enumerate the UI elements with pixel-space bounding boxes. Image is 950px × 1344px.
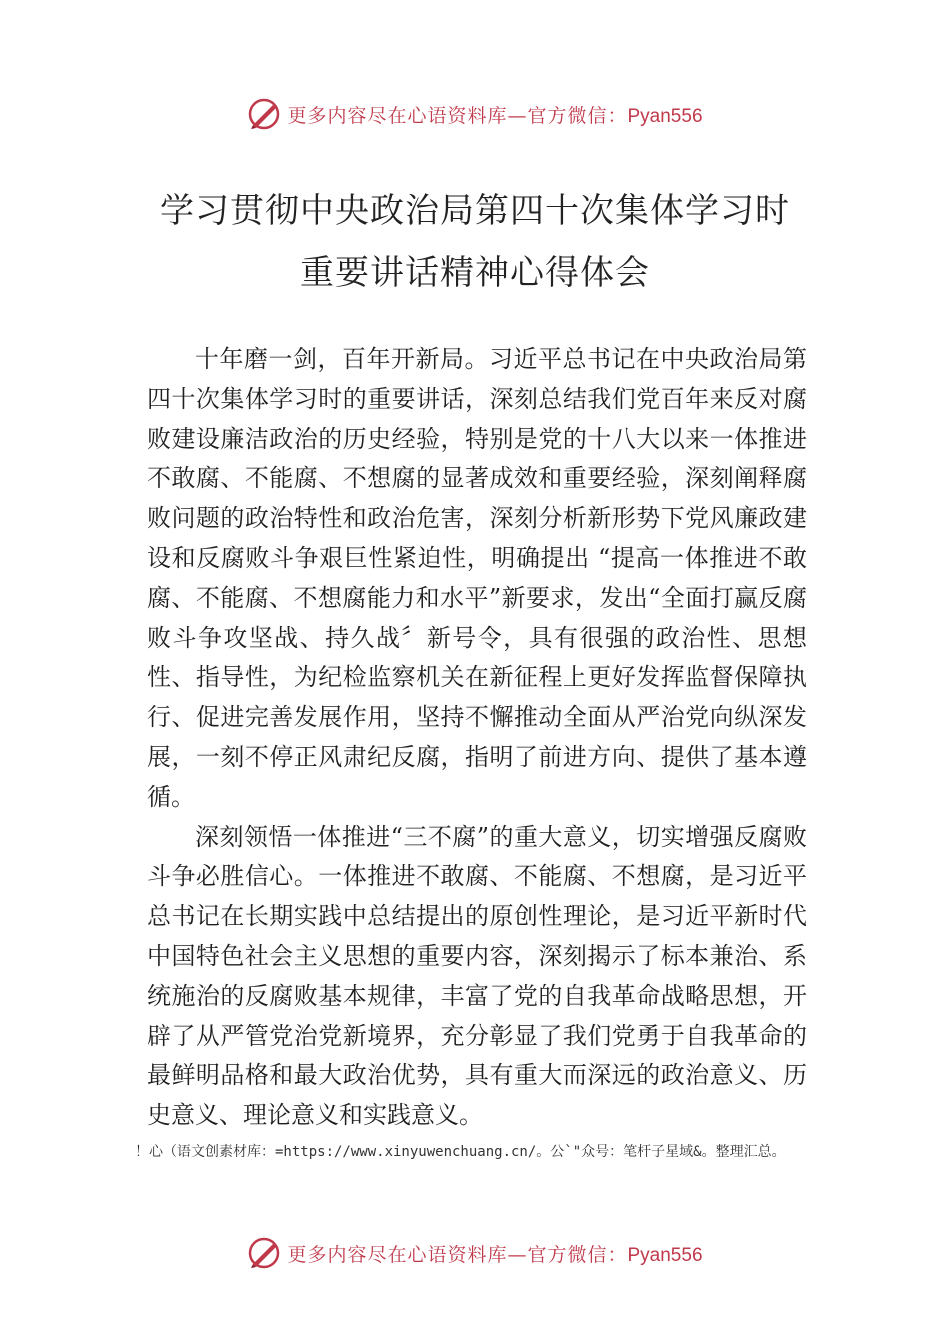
header-banner-handle: Pyan556 xyxy=(627,105,703,127)
title-line-1: 学习贯彻中央政治局第四十次集体学习时 xyxy=(160,191,790,231)
footer-banner-handle: Pyan556 xyxy=(627,1244,703,1266)
document-title xyxy=(0,180,950,304)
pen-circle-logo-icon xyxy=(247,1236,281,1270)
header-banner-label: 更多内容尽在心语资料库—官方微信： xyxy=(287,104,628,127)
footer-banner xyxy=(0,1233,950,1273)
body-paragraph-2: 深刻领悟一体推进“三不腐”的重大意义，切实增强反腐败斗争必胜信心。一体推进不敢腐、不能腐、不想腐，是习近平总书记在长期实践中总结提出的原创性理论，是习近平新时代中国特色社会主义思想的重要内容，深刻揭示了标本兼治、系统施治的反腐败基本规律，丰富了党的自我革命战略思想，开辟了从严管党治党新境界，充分彰显了我们党勇于自我革命的最鲜明品格和最大政治优势，具有重大而深远的政治意义、历史意义、理论意义和实践意义。 xyxy=(147,822,807,1130)
pen-circle-logo-icon xyxy=(247,97,281,131)
document-body xyxy=(147,340,807,1136)
source-footnote: ！心（语文创素材库：=https://www.xinyuwenchuang.cn/。公`"众号：笔杆子星域&。整理汇总。 xyxy=(135,1144,786,1160)
header-banner xyxy=(0,94,950,134)
body-paragraph-1: 十年磨一剑，百年开新局。习近平总书记在中央政治局第四十次集体学习时的重要讲话，深刻总结我们党百年来反对腐败建设廉洁政治的历史经验，特别是党的十八大以来一体推进不敢腐、不能腐、不想腐的显著成效和重要经验，深刻阐释腐败问题的政治特性和政治危害，深刻分析新形势下党风廉政建设和反腐败斗争艰巨性紧迫性，明确提出 “提高一体推进不敢腐、不能腐、不想腐能力和水平”新要求，发出“全面打赢反腐败斗争攻坚战、持久战〞新号令，具有很强的政治性、思想性、指导性，为纪检监察机关在新征程上更好发挥监督保障执行、促进完善发展作用，坚持不懈推动全面从严治党向纵深发展，一刻不停正风肃纪反腐，指明了前进方向、提供了基本遵循。 xyxy=(147,345,807,811)
footer-banner-label: 更多内容尽在心语资料库—官方微信： xyxy=(287,1243,628,1266)
header-banner-text xyxy=(287,101,702,128)
title-line-2: 重要讲话精神心得体会 xyxy=(300,253,650,293)
footer-banner-text xyxy=(287,1240,702,1267)
